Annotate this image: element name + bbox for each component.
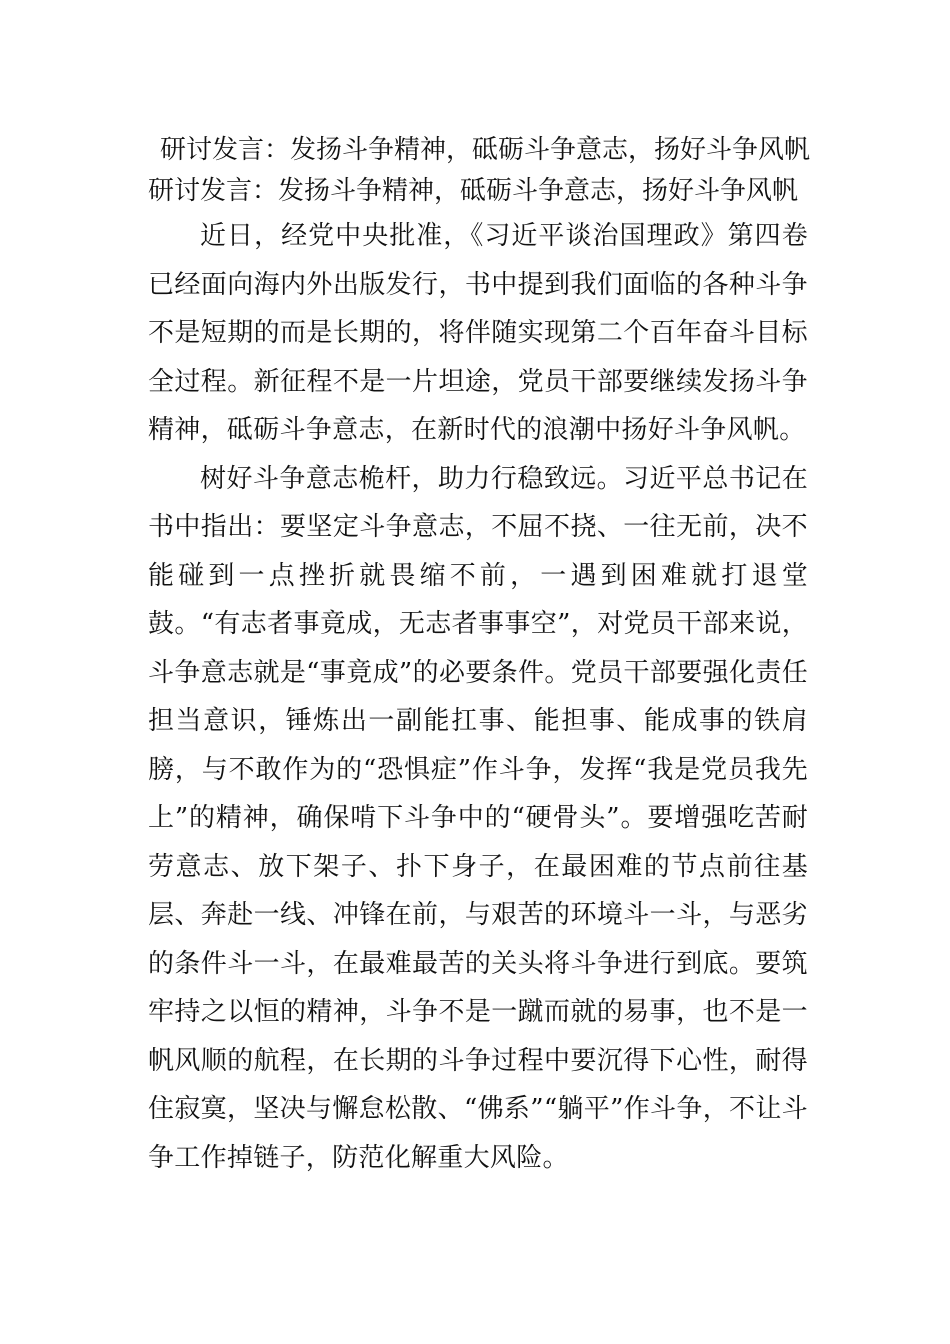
paragraph-struggle-will: 树好斗争意志桅杆，助力行稳致远。习近平总书记在书中指出：要坚定斗争意志，不屈不挠、一往无前，决不能碰到一点挫折就畏缩不前，一遇到困难就打退堂鼓。“有志者事竟成，无志者事事空”，对党员干部来说，斗争意志就是“事竟成”的必要条件。党员干部要强化责任担当意识，锤炼出一副能扛事、能担事、能成事的铁肩膀，与不敢作为的“恐惧症”作斗争，发挥“我是党员我先上”的精神，确保啃下斗争中的“硬骨头”。要增强吃苦耐劳意志、放下架子、扑下身子，在最困难的节点前往基层、奔赴一线、冲锋在前，与艰苦的环境斗一斗，与恶劣的条件斗一斗，在最难最苦的关头将斗争进行到底。要筑牢持之以恒的精神，斗争不是一蹴而就的易事，也不是一帆风顺的航程，在长期的斗争过程中要沉得下心性，耐得住寂寞，坚决与懈怠松散、“佛系”“躺平”作斗争，不让斗争工作掉链子，防范化解重大风险。: [148, 463, 808, 1173]
document-body: [148, 130, 811, 1182]
paragraph-intro: 近日，经党中央批准，《习近平谈治国理政》第四卷已经面向海内外出版发行，书中提到我们面临的各种斗争不是短期的而是长期的，将伴随实现第二个百年奋斗目标全过程。新征程不是一片坦途，党员干部要继续发扬斗争精神，砥砺斗争意志，在新时代的浪潮中扬好斗争风帆。: [148, 221, 808, 445]
document-title: 研讨发言：发扬斗争精神，砥砺斗争意志，扬好斗争风帆: [160, 135, 811, 165]
document-title-repeat: 研讨发言：发扬斗争精神，砥砺斗争意志，扬好斗争风帆: [148, 176, 799, 206]
